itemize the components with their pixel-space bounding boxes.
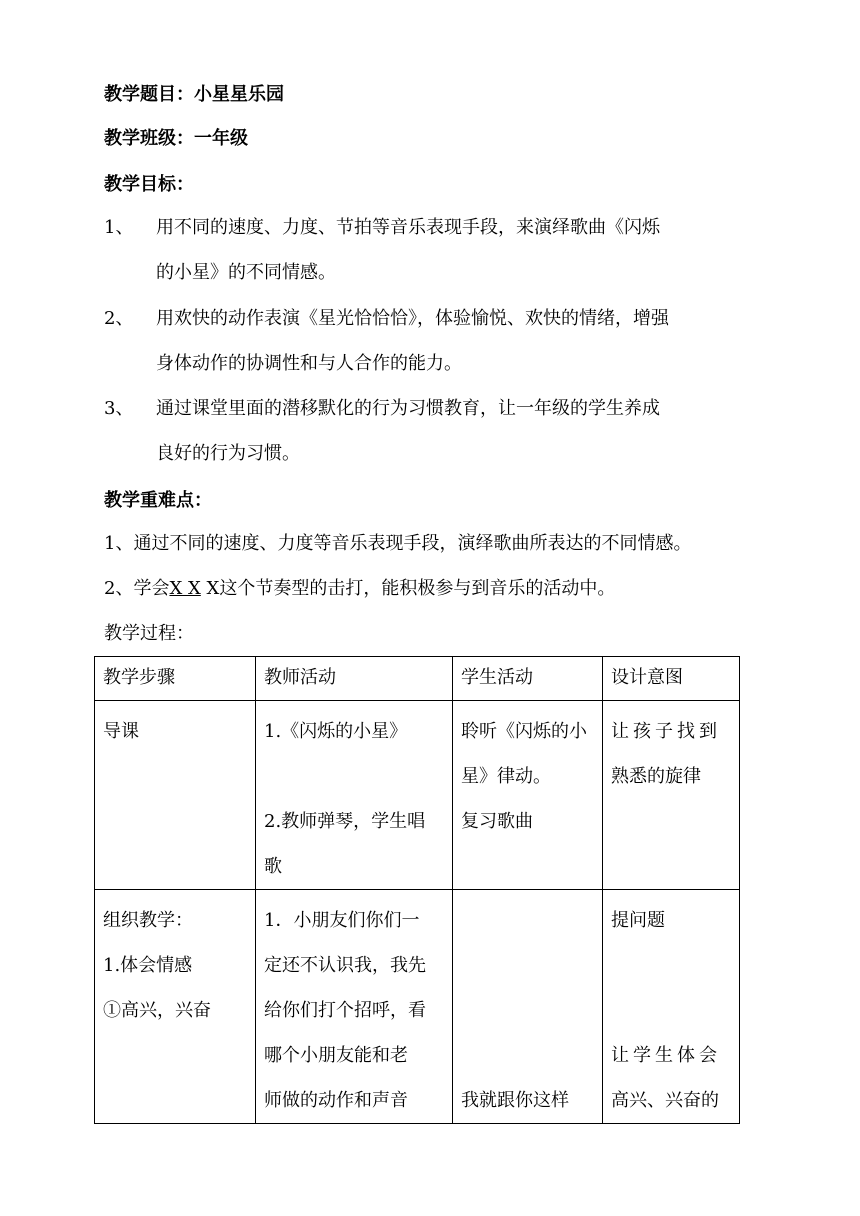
key-point-2-suffix: 这个节奏型的击打，能积极参与到音乐的活动中。 (219, 578, 616, 599)
goal-text: 通过课堂里面的潜移默化的行为习惯教育，让一年级的学生养成 (156, 398, 660, 419)
header-cell: 教师活动 (256, 657, 453, 701)
lesson-title: 教学题目：小星星乐园 (104, 84, 284, 105)
cell-text: 提问题 (611, 910, 665, 931)
goal-number: 2、 (104, 308, 134, 329)
cell-text: 组织教学： (103, 910, 193, 931)
goal-text: 用欢快的动作表演《星光恰恰恰》，体验愉悦、欢快的情绪，增强 (156, 308, 669, 329)
cell-text: 高兴、兴奋的 (611, 1090, 719, 1111)
process-table (94, 656, 740, 1124)
cell-text: 定还不认识我，我先 (264, 955, 426, 976)
table-row (95, 890, 740, 1124)
student-cell (453, 890, 603, 1124)
table-header-row (95, 657, 740, 701)
lesson-class: 教学班级：一年级 (104, 128, 248, 149)
cell-text: 让学生体会 (611, 1045, 721, 1066)
cell-text: ①高兴，兴奋 (103, 1000, 211, 1021)
table-row (95, 701, 740, 890)
goal-number: 1、 (104, 217, 134, 238)
cell-text: 导课 (103, 721, 139, 742)
intent-cell (603, 890, 740, 1124)
cell-text: 熟悉的旋律 (611, 766, 701, 787)
key-point-2 (104, 578, 615, 600)
teacher-cell (256, 890, 453, 1124)
cell-text: 我就跟你这样 (461, 1090, 569, 1111)
header-cell: 设计意图 (603, 657, 740, 701)
key-point-1: 1、通过不同的速度、力度等音乐表现手段，演绎歌曲所表达的不同情感。 (104, 533, 692, 554)
teacher-cell (256, 701, 453, 890)
step-cell (95, 890, 256, 1124)
cell-text: 星》律动。 (461, 766, 551, 787)
goal-text-cont: 身体动作的协调性和与人合作的能力。 (156, 353, 462, 374)
cell-text: 歌 (264, 856, 282, 877)
rhythm-notation-tail: X (200, 578, 220, 599)
process-heading: 教学过程： (104, 623, 194, 644)
student-cell (453, 701, 603, 890)
cell-text: 给你们打个招呼，看 (264, 1000, 426, 1021)
intent-cell (603, 701, 740, 890)
cell-text: 1．小朋友们你们一 (264, 910, 420, 931)
step-cell (95, 701, 256, 890)
cell-text: 聆听《闪烁的小 (461, 721, 587, 742)
goal-number: 3、 (104, 398, 134, 419)
goal-text-cont: 的小星》的不同情感。 (156, 262, 336, 283)
key-point-2-prefix: 2、学会 (104, 578, 170, 599)
cell-text: 1.体会情感 (103, 955, 193, 976)
header-cell: 学生活动 (453, 657, 603, 701)
cell-text: 师做的动作和声音 (264, 1090, 408, 1111)
header-cell: 教学步骤 (95, 657, 256, 701)
goals-heading: 教学目标： (104, 174, 194, 195)
cell-text: 2.教师弹琴，学生唱 (264, 811, 426, 832)
goal-text: 用不同的速度、力度、节拍等音乐表现手段，来演绎歌曲《闪烁 (156, 217, 660, 238)
cell-text: 复习歌曲 (461, 811, 533, 832)
key-points-heading: 教学重难点： (104, 490, 212, 511)
goal-text-cont: 良好的行为习惯。 (156, 443, 300, 464)
rhythm-notation: X X (169, 578, 201, 599)
cell-text: 让孩子找到 (611, 721, 721, 742)
cell-text: 哪个小朋友能和老 (264, 1045, 408, 1066)
cell-text: 1.《闪烁的小星》 (264, 721, 408, 742)
